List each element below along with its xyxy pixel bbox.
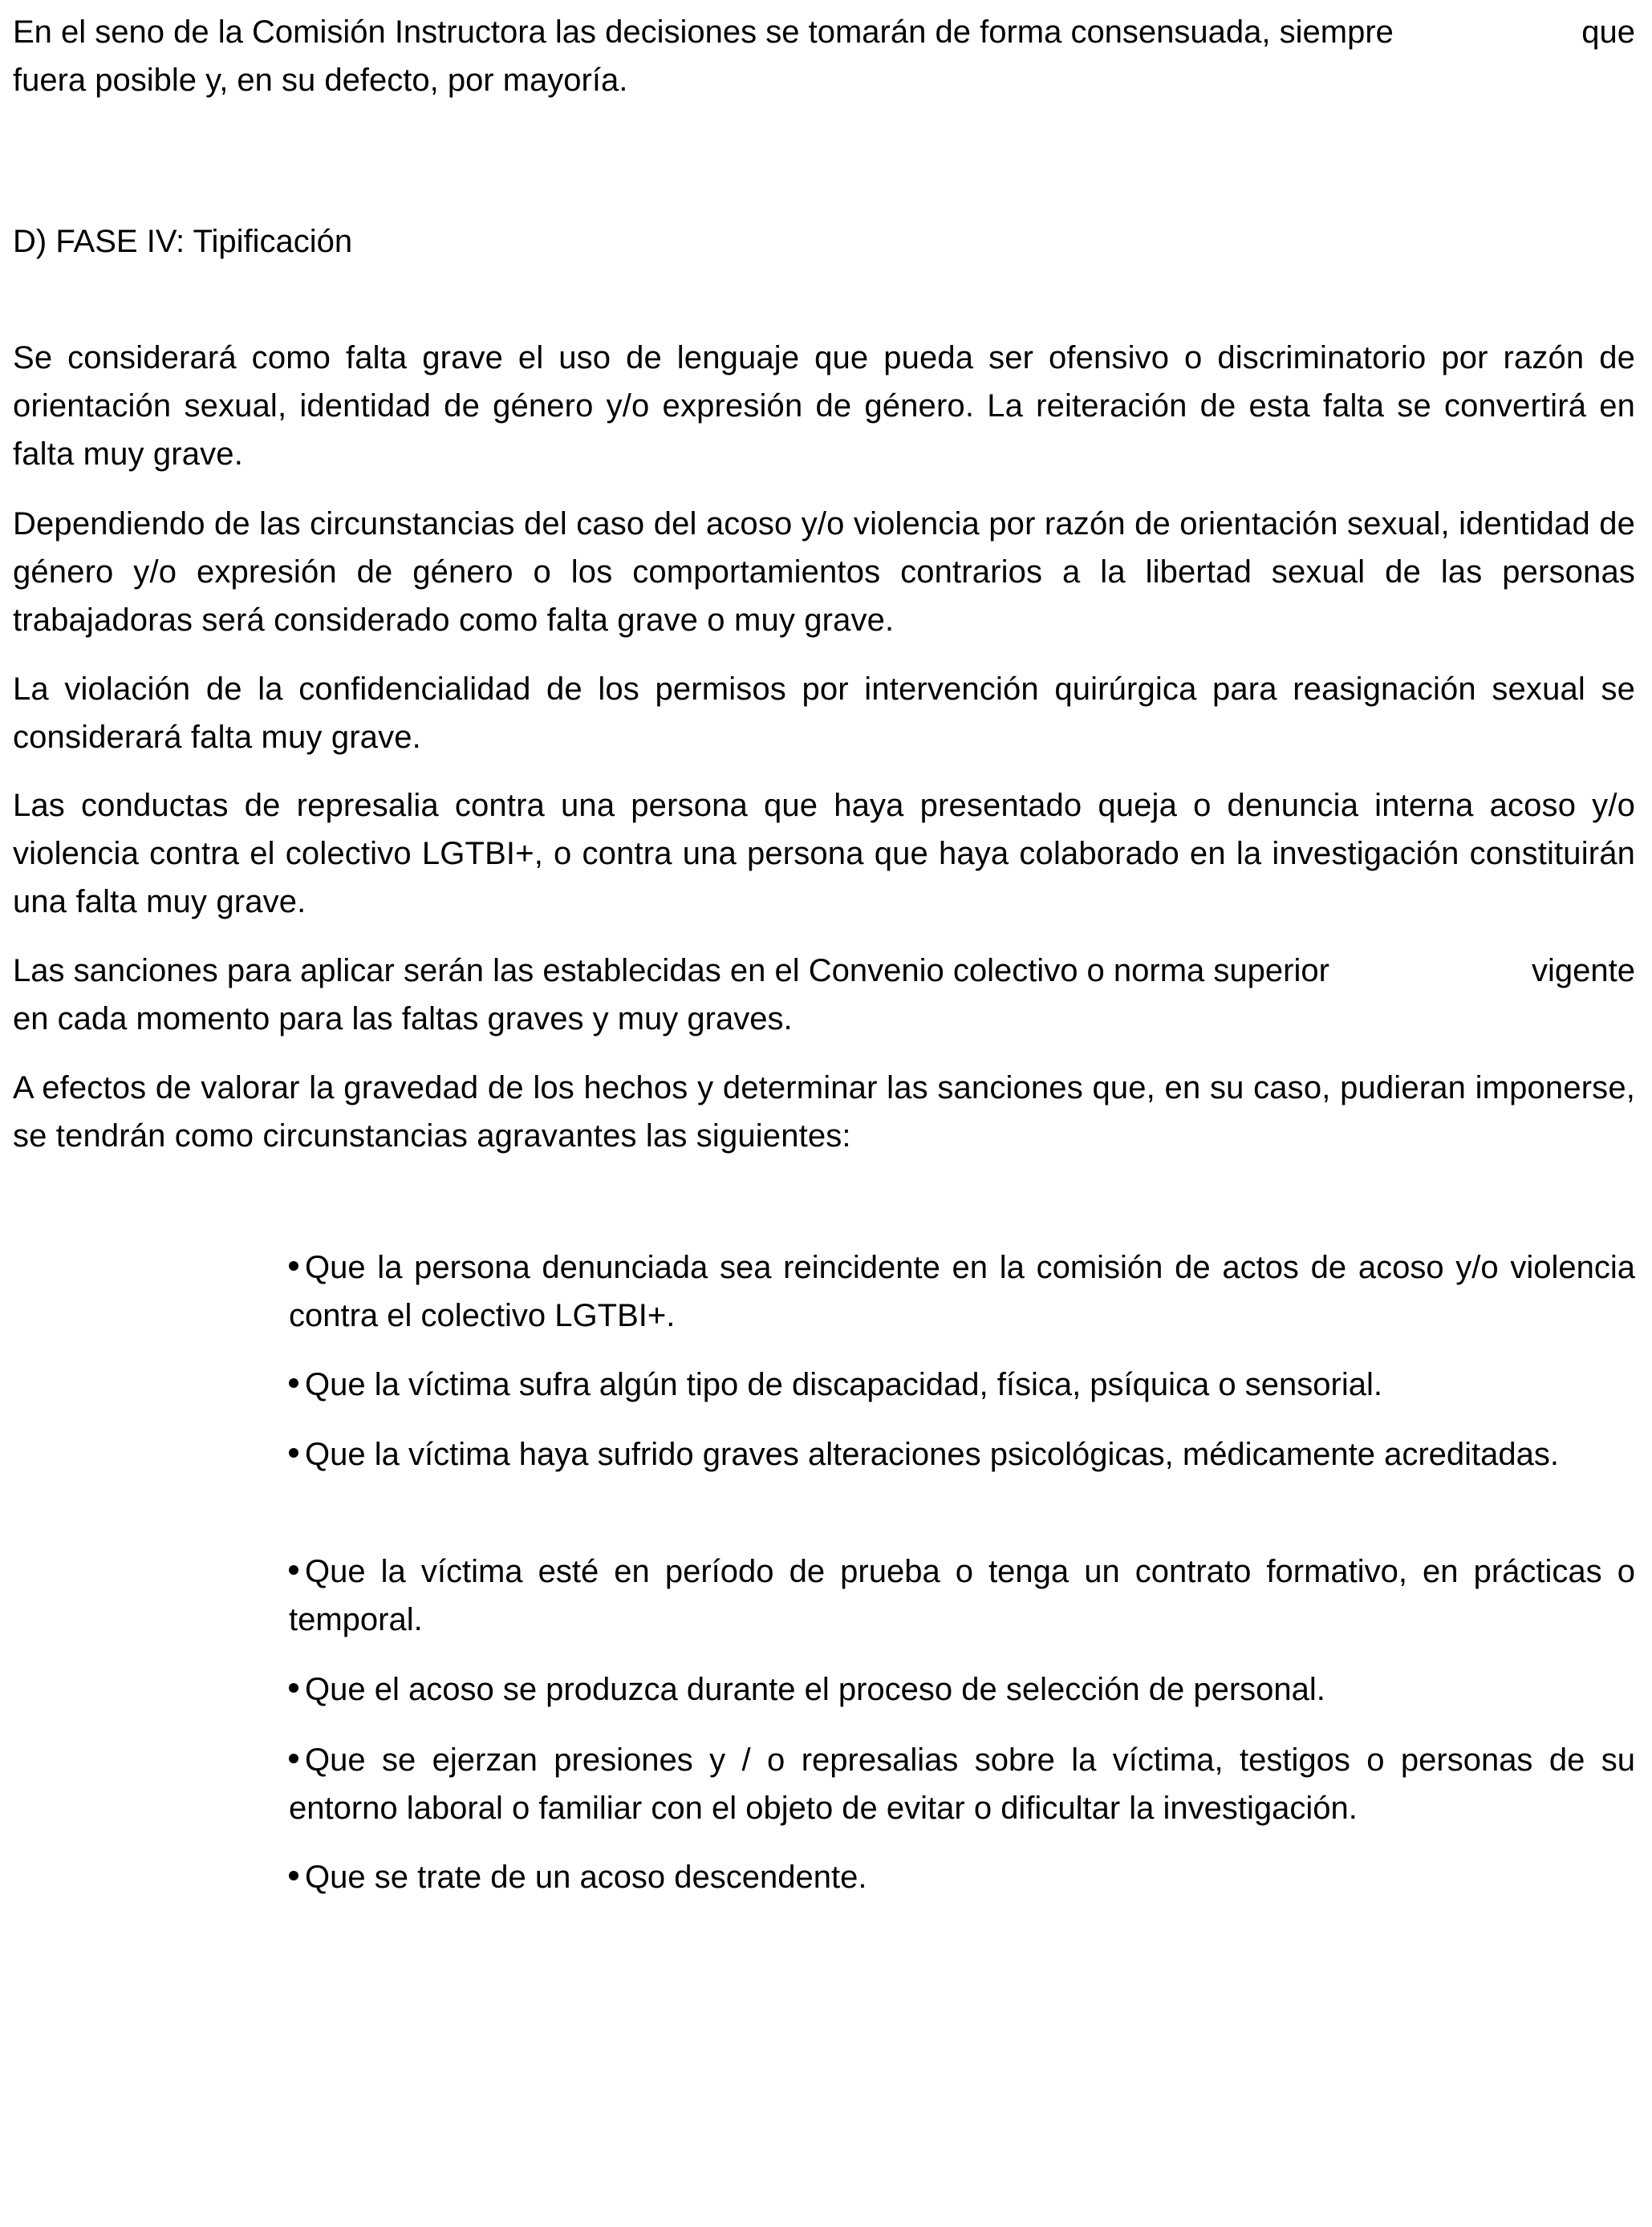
list-item [289, 1430, 1635, 1479]
sanciones-line-1-text: Las sanciones para aplicar serán las establecidas en el Convenio colectivo o norma superior [13, 953, 1329, 988]
paragraph-3: La violación de la confidencialidad de los permisos por intervención quirúrgica para reasignación sexual se considerará falta muy grave. [13, 671, 1635, 755]
sanciones-line-1 [13, 947, 1635, 995]
paragraph-4: Las conductas de represalia contra una persona que haya presentado queja o denuncia interna acoso y/o violencia contra el colectivo LGTBI+, o contra una persona que haya colaborado en la investigación constituirán una falta muy grave. [13, 788, 1635, 919]
bullet-icon [289, 1565, 298, 1575]
list-item [289, 1736, 1635, 1832]
intro-line-2: fuera posible y, en su defecto, por mayoría. [13, 63, 628, 98]
bullet-icon [289, 1261, 298, 1271]
list-item [289, 1548, 1635, 1644]
list-item-text: Que la persona denunciada sea reincidente en la comisión de actos de acoso y/o violencia contra el colectivo LGTBI+. [289, 1250, 1635, 1333]
bullet-icon [289, 1448, 298, 1458]
list-item-text: Que la víctima sufra algún tipo de discapacidad, física, psíquica o sensorial. [305, 1367, 1382, 1402]
bullet-icon [289, 1378, 298, 1388]
paragraph-1: Se considerará como falta grave el uso de lenguaje que pueda ser ofensivo o discriminatorio por razón de orientación sexual, identidad de género y/o expresión de género. La reiteración de esta falta se convertirá en falta muy grave. [13, 340, 1635, 472]
list-item [289, 1853, 1635, 1901]
list-item [289, 1361, 1635, 1409]
bullet-icon [289, 1683, 298, 1693]
intro-paragraph [13, 8, 1635, 104]
paragraph-2: Dependiendo de las circunstancias del caso del acoso y/o violencia por razón de orientación sexual, identidad de género y/o expresión de género o los comportamientos contrarios a la libertad sexual de las personas trabajadoras será considerado como falta grave o muy grave. [13, 506, 1635, 638]
list-item-text: Que se ejerzan presiones y / o represalias sobre la víctima, testigos o personas de su entorno laboral o familiar con el objeto de evitar o dificultar la investigación. [289, 1742, 1635, 1826]
agravantes-intro: A efectos de valorar la gravedad de los hechos y determinar las sanciones que, en su caso, pudieran imponerse, se tendrán como circunstancias agravantes las siguientes: [13, 1070, 1635, 1154]
section-heading: D) FASE IV: Tipificación [13, 224, 353, 259]
intro-line-1 [13, 8, 1635, 56]
list-item [289, 1665, 1635, 1714]
list-item-text: Que se trate de un acoso descendente. [305, 1860, 867, 1895]
sanciones-line-2: en cada momento para las faltas graves y muy graves. [13, 1001, 793, 1036]
bullet-icon [289, 1754, 298, 1763]
sanciones-line-1-end: vigente [1532, 953, 1635, 988]
list-item [289, 1243, 1635, 1340]
sanciones-paragraph [13, 947, 1635, 1043]
list-item-text: Que la víctima esté en período de prueba o tenga un contrato formativo, en prácticas o temporal. [289, 1554, 1635, 1637]
list-item-text: Que el acoso se produzca durante el proceso de selección de personal. [305, 1672, 1325, 1707]
intro-line-1-text: En el seno de la Comisión Instructora las decisiones se tomarán de forma consensuada, siempre [13, 14, 1394, 50]
list-item-text: Que la víctima haya sufrido graves alteraciones psicológicas, médicamente acreditadas. [305, 1437, 1560, 1472]
intro-line-1-end: que [1581, 14, 1635, 50]
bullet-icon [289, 1871, 298, 1880]
